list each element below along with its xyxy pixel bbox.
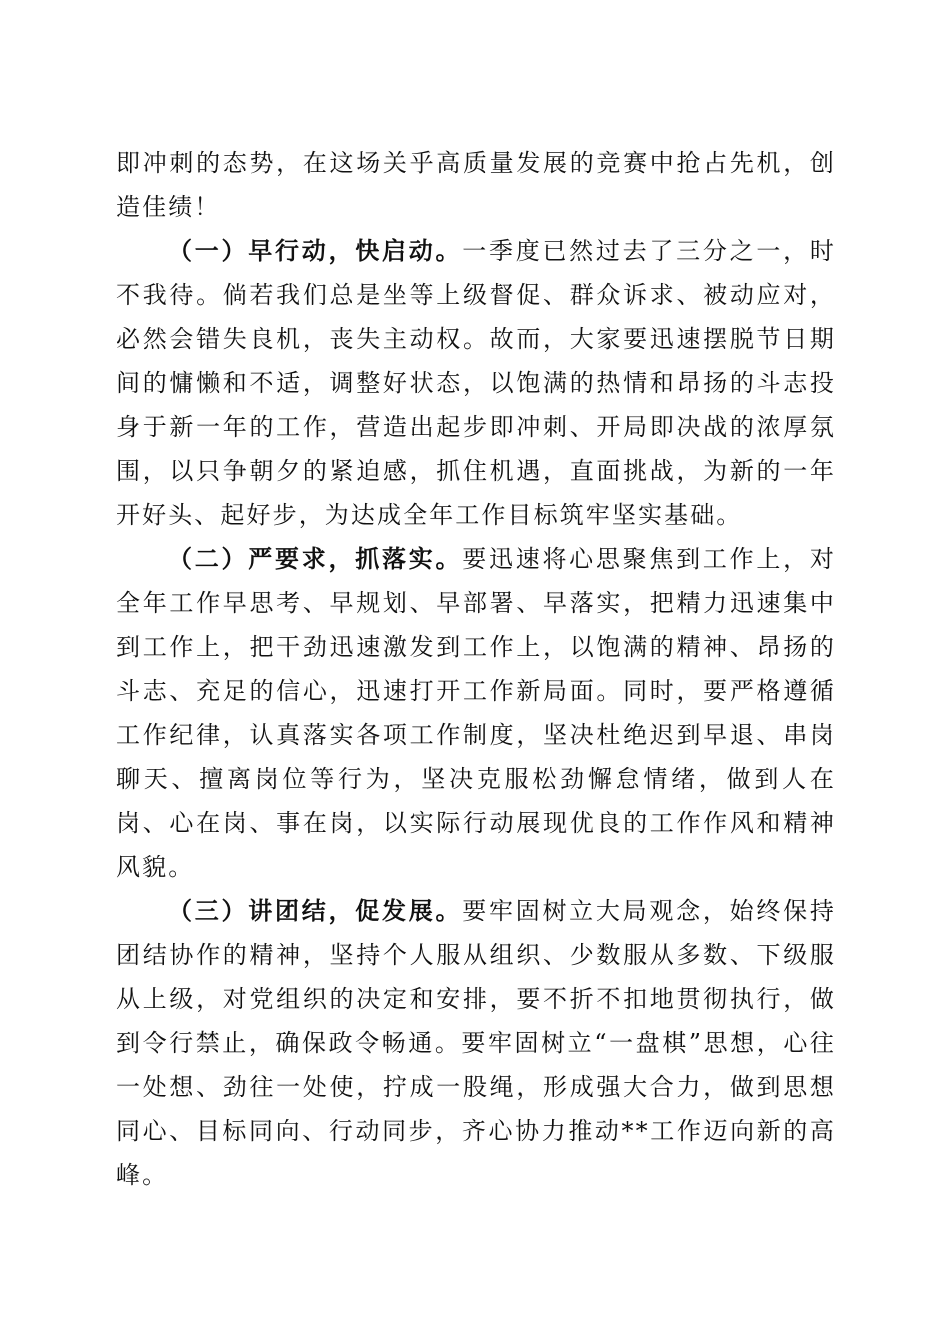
paragraph-continuation: [116, 141, 836, 229]
paragraph-text: 一季度已然过去了三分之一，时不我待。倘若我们总是坐等上级督促、群众诉求、被动应对，必然会错失良机，丧失主动权。故而，大家要迅速摆脱节日期间的慵懒和不适，调整好状态，以饱满的热情和昂扬的斗志投身于新一年的工作，营造出起步即冲刺、开局即决战的浓厚氛围，以只争朝夕的紧迫感，抓住机遇，直面挑战，为新的一年开好头、起好步，为达成全年工作目标筑牢坚实基础。: [116, 237, 836, 529]
paragraph-text: 要牢固树立大局观念，始终保持团结协作的精神，坚持个人服从组织、少数服从多数、下级服从上级，对党组织的决定和安排，要不折不扣地贯彻执行，做到令行禁止，确保政令畅通。要牢固树立“一盘棋”思想，心往一处想、劲往一处使，拧成一股绳，形成强大合力，做到思想同心、目标同向、行动同步，齐心协力推动**工作迈向新的高峰。: [116, 897, 836, 1189]
section-heading-1: （一）早行动，快启动。: [168, 236, 463, 265]
paragraph-unity: [116, 889, 836, 1197]
section-heading-3: （三）讲团结，促发展。: [168, 896, 463, 925]
document-body: [116, 141, 836, 1197]
paragraph-strict-requirements: [116, 537, 836, 889]
paragraph-text: 要迅速将心思聚焦到工作上，对全年工作早思考、早规划、早部署、早落实，把精力迅速集中到工作上，把干劲迅速激发到工作上，以饱满的精神、昂扬的斗志、充足的信心，迅速打开工作新局面。同时，要严格遵循工作纪律，认真落实各项工作制度，坚决杜绝迟到早退、串岗聊天、擅离岗位等行为，坚决克服松劲懈怠情绪，做到人在岗、心在岗、事在岗，以实际行动展现优良的工作作风和精神风貌。: [116, 545, 836, 881]
paragraph-early-action: [116, 229, 836, 537]
paragraph-text: 即冲刺的态势，在这场关乎高质量发展的竞赛中抢占先机，创造佳绩！: [116, 149, 836, 221]
section-heading-2: （二）严要求，抓落实。: [168, 544, 463, 573]
